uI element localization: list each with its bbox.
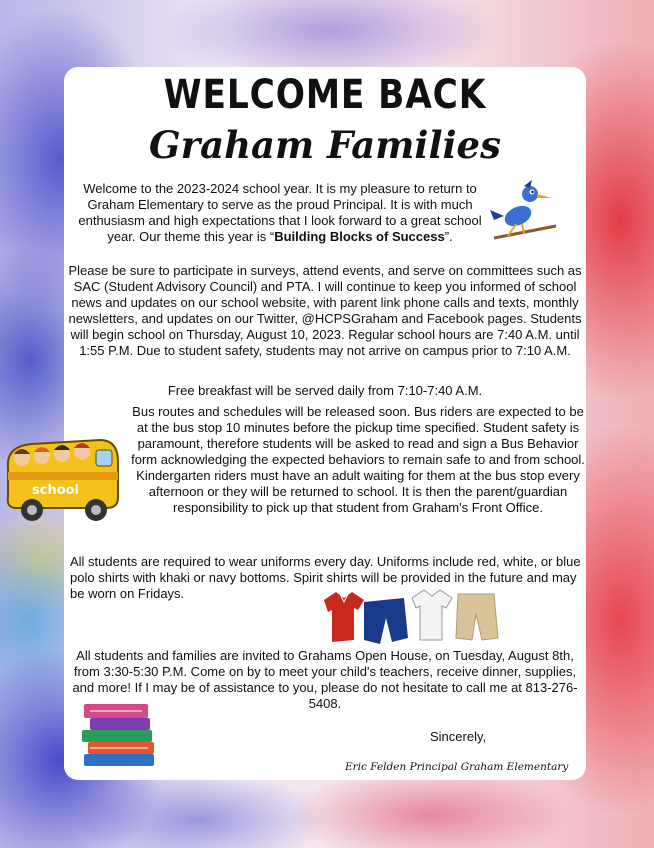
theme-text: Building Blocks of Success [274,229,445,244]
book-stack-icon [80,700,160,770]
bus-paragraph: Bus routes and schedules will be released soon. Bus riders are expected to be at the bus stop 10 minutes before the pickup time specified. Student safety is paramount, therefore students will be asked to read and sign a Bus Behavior form acknowledging the expected behaviors to remain safe to and from school. Kindergarten riders must have an adult waiting for them at the bus stop every afternoon or they will be returned to school. It is then the parent/guardian responsibility to pick up that student from Graham's Front Office. [131,404,585,515]
roadrunner-mascot-icon [488,180,558,250]
red-polo-shirt-icon [324,592,364,642]
participation-paragraph: Please be sure to participate in surveys, attend events, and serve on committees such as SAC (Student Advisory Council) and PTA. I will continue to keep you informed of school news and updates on our school website, with parent link phone calls and texts, monthly newsletters, and updates on our Twitter, @HCPSGraham and Facebook pages. Students will begin school on Thursday, August 10, 2023. Regular school hours are 7:40 A.M. until 1:55 P.M. Due to student safety, students may not arrive on campus prior to 7:10 A.M. [68,263,582,358]
uniforms-paragraph: All students are required to wear uniforms every day. Uniforms include red, white, or blue polo shirts with khaki or navy bottoms. Spirit shirts will be provided in the future and may be worn on Fridays. [70,554,581,601]
page-title: WELCOME BACK [163,72,487,118]
principal-signature: Eric Felden Principal Graham Elementary [345,761,569,773]
intro-paragraph: Welcome to the 2023-2024 school year. It is my pleasure to return to Graham Elementary to serve as the proud Principal. It is with much enthusiasm and high expectations that I look forward to a great school year. Our theme this year is “Building Blocks of Success”. [78,181,482,244]
navy-shorts-icon [364,598,408,644]
bus-sign-text: school [32,483,80,498]
uniforms-illustration [318,588,500,652]
open-house-paragraph: All students and families are invited to Grahams Open House, on Tuesday, August 8th, from 3:30-5:30 P.M. Come on by to meet your child's teachers, receive dinner, supplies, and more! If I may be of assistance to you, please do not hesitate to call me at 813-276-5408. [72,648,578,711]
white-polo-shirt-icon [412,590,452,640]
page-subtitle: Graham Families [149,123,501,167]
breakfast-paragraph: Free breakfast will be served daily from 7:10-7:40 A.M. [167,383,483,398]
khaki-shorts-icon [456,594,498,640]
school-bus-icon [2,428,122,526]
closing-sincerely: Sincerely, [430,729,487,744]
